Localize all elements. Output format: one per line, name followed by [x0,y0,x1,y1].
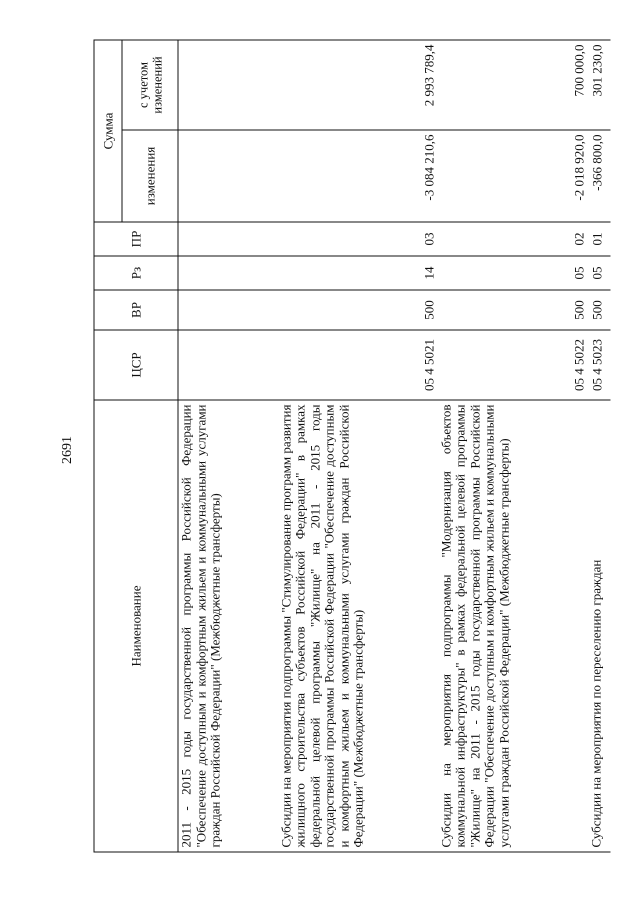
row-vr [178,290,278,330]
header-rz: Рз [94,256,178,290]
row-total: 301 230,0 [588,40,610,130]
header-csr: ЦСР [94,330,178,400]
row-name: 2011 - 2015 годы государственной программы Российской Федерации "Обеспечение доступным и комфортным жильем и коммунальными услугами граждан Российской Федерации" (Межбюджетные трансферты) [178,400,278,852]
table-row [588,40,610,852]
row-vr: 500 [278,290,438,330]
budget-table [94,40,611,853]
header-name: Наименование [94,400,178,852]
row-name: Субсидии на мероприятия подпрограммы "Модернизация объектов коммунальной инфраструктуры" в рамках федеральной целевой программы "Жилище" на 2011 - 2015 годы государственной программы Российской Федерации "Обеспечение доступным и комфортным жильем и коммунальными услугами граждан Российской Федерации" (Межбюджетные трансферты) [438,400,588,852]
row-rz: 14 [278,256,438,290]
table-row [278,40,438,852]
table-row [438,40,588,852]
row-rz: 05 [588,256,610,290]
page-number: 2691 [60,436,75,464]
row-csr: 05 4 5023 [588,330,610,400]
row-pr: 02 [438,222,588,256]
row-csr: 05 4 5021 [278,330,438,400]
row-total: 2 993 789,4 [278,40,438,130]
rotated-table-container [94,41,607,853]
header-sum: Сумма [94,40,122,222]
header-vr: ВР [94,290,178,330]
row-change: -2 018 920,0 [438,130,588,222]
row-name: Субсидии на мероприятия по переселению граждан [588,400,610,852]
row-change [178,130,278,222]
header-pr: ПР [94,222,178,256]
row-vr: 500 [438,290,588,330]
row-change: -3 084 210,6 [278,130,438,222]
row-csr: 05 4 5022 [438,330,588,400]
row-csr [178,330,278,400]
row-vr: 500 [588,290,610,330]
header-with-changes: с учетом изменений [122,40,178,130]
row-pr: 03 [278,222,438,256]
table-row [178,40,278,852]
row-change: -366 800,0 [588,130,610,222]
row-total: 700 000,0 [438,40,588,130]
row-rz [178,256,278,290]
row-name: Субсидии на мероприятия подпрограммы "Стимулирование программ развития жилищного строительства субъектов Российской Федерации" в рамках федеральной целевой программы "Жилище" на 2011 - 2015 годы государственной программы Российской Федерации "Обеспечение доступным и комфортным жильем и коммунальными услугами граждан Российской Федерации" (Межбюджетные трансферты) [278,400,438,852]
row-pr: 01 [588,222,610,256]
header-change: изменения [122,130,178,222]
row-total [178,40,278,130]
row-rz: 05 [438,256,588,290]
row-pr [178,222,278,256]
